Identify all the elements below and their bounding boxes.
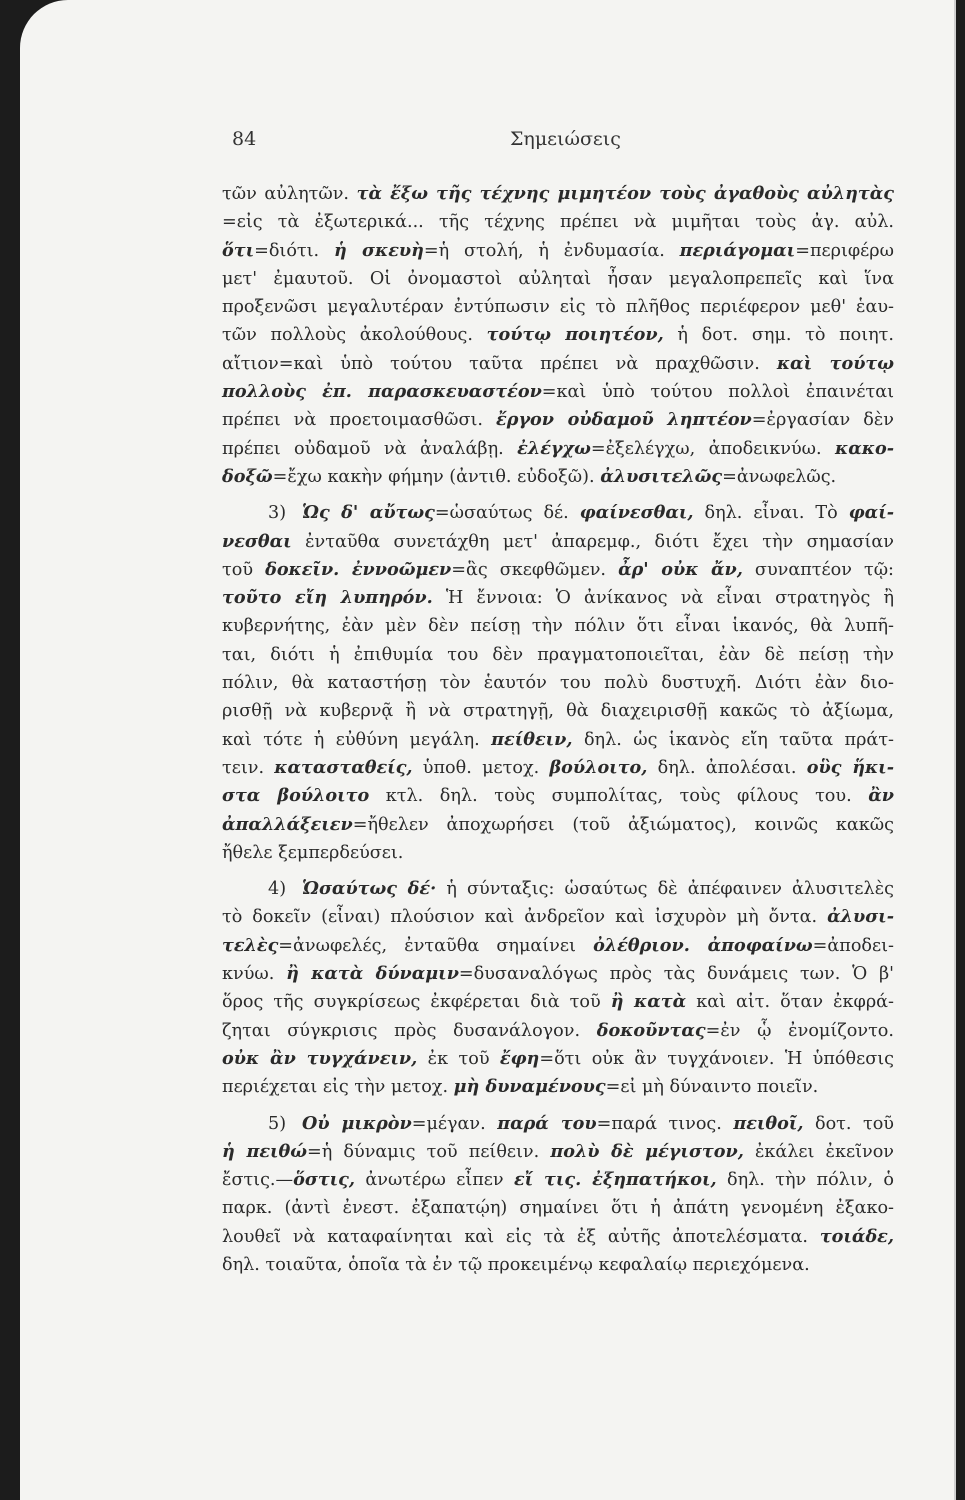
- lemma-term: Ὡσαύτως δέ·: [302, 878, 437, 900]
- note-text: κυβερνήτης, ἐὰν μὲν δὲν πείσῃ τὴν πόλιν ὅτι εἶναι ἱκανός, θὰ λυπῆ-: [222, 616, 894, 637]
- note-text: =περιφέρω: [795, 240, 894, 261]
- note-text: =εἰς τὰ ἐξωτερικά... τῆς τέχνης πρέπει νὰ μιμῆται τοὺς ἀγ. αὐλ.: [222, 212, 894, 233]
- note-text: =ἀνωφελές, ἐνταῦθα σημαίνει: [278, 935, 594, 956]
- lemma-term: μὴ δυναμένους: [453, 1076, 606, 1098]
- note-text: ὅρος τῆς συγκρίσεως ἐκφέρεται διὰ τοῦ: [222, 992, 611, 1013]
- lemma-term: νεσθαι: [222, 530, 292, 552]
- note-text: =ἀνωφελῶς.: [722, 466, 837, 487]
- lemma-term: τελὲς: [222, 934, 279, 956]
- note-text: =ἡ δύναμις τοῦ πείθειν.: [307, 1141, 551, 1162]
- text-line: [222, 811, 894, 839]
- note-text: =ἀποδει-: [812, 935, 894, 956]
- note-number: 5): [268, 1113, 287, 1134]
- note-text: ἤθελε ξεμπερδεύσει.: [222, 842, 404, 863]
- page-number: 84: [232, 128, 257, 150]
- lemma-term: περιάγομαι: [679, 239, 796, 261]
- note-text: κνύω.: [222, 964, 287, 985]
- lemma-term: ὀλέθριον. ἀποφαίνω: [593, 934, 813, 956]
- text-line: [222, 754, 894, 782]
- note-text: =ἡ στολή, ἡ ἐνδυμασία.: [423, 240, 680, 261]
- note-text: =ὅτι οὐκ ἂν τυγχάνοιεν. Ἡ ὑπόθεσις: [539, 1048, 894, 1069]
- text-line: [222, 528, 894, 556]
- page-edge: [954, 0, 956, 1500]
- note-text: αἴτιον=καὶ ὑπὸ τούτου ταῦτα πρέπει νὰ πραχθῶσιν.: [222, 353, 777, 374]
- note-text: προξενῶσι μεγαλυτέραν ἐντύπωσιν εἰς τὸ πλῆθος περιέφερον μεθ' ἑαυ-: [222, 297, 894, 318]
- note-text: =ἃς σκεφθῶμεν.: [451, 559, 619, 580]
- text-line: [222, 839, 894, 867]
- note-text: δηλ. ἀπολέσαι.: [647, 757, 807, 778]
- note-text: δηλ. εἶναι. Τὸ: [693, 503, 849, 524]
- lemma-term: οὐκ ἂν τυγχάνειν,: [222, 1047, 418, 1069]
- text-line: [222, 782, 894, 810]
- note-paragraph: [222, 180, 894, 491]
- note-text: συναπτέον τῷ:: [742, 559, 894, 580]
- text-line: [222, 321, 894, 349]
- note-text: τοῦ: [222, 559, 266, 580]
- text-line: [222, 556, 894, 584]
- lemma-term: εἴ τις. ἐξηπατήκοι,: [513, 1169, 717, 1191]
- note-text: λουθεῖ νὰ καταφαίνηται καὶ εἰς τὰ ἐξ αὐτῆς ἀποτελέσματα.: [222, 1226, 820, 1247]
- note-text: δηλ. τοιαῦτα, ὁποῖα τὰ ἐν τῷ προκειμένῳ κεφαλαίῳ περιεχόμενα.: [222, 1254, 810, 1275]
- note-text: πρέπει οὐδαμοῦ νὰ ἀναλάβῃ.: [222, 438, 518, 459]
- note-text: ἡ δοτ. σημ. τὸ ποιητ.: [663, 325, 895, 346]
- note-text: τῶν πολλοὺς ἀκολούθους.: [222, 325, 487, 346]
- note-text: καὶ τότε ἡ εὐθύνη μεγάλη.: [222, 729, 492, 750]
- text-line: [222, 499, 894, 527]
- note-text: =ἤθελεν ἀποχωρήσει (τοῦ ἀξιώματος), κοινῶς κακῶς: [352, 814, 894, 835]
- note-text: ται, διότι ἡ ἐπιθυμία του δὲν πραγματοποιεῖται, ἐὰν δὲ πείσῃ τὴν: [222, 644, 894, 665]
- text-line: [222, 1251, 894, 1279]
- lemma-term: τὰ ἔξω τῆς τέχνης μιμητέον τοὺς ἀγαθοὺς αὐλητὰς: [356, 183, 894, 204]
- note-text: ἀνωτέρω εἶπεν: [355, 1170, 514, 1191]
- lemma-term: τοῦτο εἴη λυπηρόν.: [222, 587, 433, 609]
- note-text: ἔστις.—: [222, 1170, 294, 1191]
- note-text: δηλ. τὴν πόλιν, ὁ: [716, 1170, 894, 1191]
- note-text: ρισθῇ νὰ κυβερνᾷ ἢ νὰ στρατηγῇ, θὰ διαχειρισθῇ κακῶς τὸ ἀξίωμα,: [222, 701, 894, 722]
- note-text: ἐνταῦθα συνετάχθη μετ' ἀπαρεμφ., διότι ἔχει τὴν σημασίαν: [291, 531, 894, 552]
- lemma-term: ἡ πειθώ: [222, 1140, 308, 1162]
- note-text: τῶν αὐλητῶν.: [222, 184, 357, 204]
- note-text: τειν.: [222, 757, 275, 778]
- book-page: [20, 0, 955, 1500]
- text-line: [222, 903, 894, 931]
- lemma-term: πείθειν,: [491, 728, 573, 750]
- note-text: τὸ δοκεῖν (εἶναι) πλούσιον καὶ ἀνδρεῖον καὶ ἰσχυρὸν μὴ ὄντα.: [222, 907, 828, 928]
- text-line: [222, 669, 894, 697]
- note-text: ἐκάλει ἐκεῖνον: [743, 1141, 894, 1162]
- text-line: [222, 988, 894, 1016]
- lemma-term: καὶ τούτῳ: [776, 352, 895, 374]
- text-line: [222, 1223, 894, 1251]
- note-number: 4): [268, 879, 287, 900]
- lemma-term: Ὡς δ' αὔτως: [302, 502, 435, 524]
- page-header: [20, 128, 955, 158]
- text-line: [222, 932, 894, 960]
- lemma-term: τοιάδε,: [819, 1225, 894, 1247]
- lemma-term: ἔργον οὐδαμοῦ ληπτέον: [496, 409, 752, 431]
- text-line: [222, 180, 894, 208]
- note-text: παρκ. (ἀντὶ ἐνεστ. ἐξαπατῴη) σημαίνει ὅτι ἡ ἀπάτη γενομένη ἐξακο-: [222, 1198, 894, 1219]
- text-line: [222, 1073, 894, 1101]
- text-line: [222, 1017, 894, 1045]
- note-text: =δυσαναλόγως πρὸς τὰς δυνάμεις των. Ὁ β': [458, 964, 894, 985]
- lemma-term: Οὐ μικρὸν: [302, 1112, 412, 1134]
- text-line: [222, 265, 894, 293]
- lemma-term: δοκοῦντας: [596, 1019, 706, 1041]
- note-number: 3): [268, 503, 287, 524]
- note-text: =παρά τινος.: [596, 1113, 734, 1134]
- lemma-term: κατασταθείς,: [274, 756, 413, 778]
- lemma-term: ἐλέγχω: [517, 437, 591, 459]
- text-line: [222, 1138, 894, 1166]
- note-text: =καὶ ὑπὸ τούτου πολλοὶ ἐπαινέται: [541, 382, 894, 403]
- note-text: πρέπει νὰ προετοιμασθῶσι.: [222, 410, 497, 431]
- note-text: περιέχεται εἰς τὴν μετοχ.: [222, 1077, 454, 1098]
- note-text: μετ' ἐμαυτοῦ. Οἱ ὀνομαστοὶ αὐληταὶ ἦσαν μεγαλοπρεπεῖς καὶ ἵνα: [222, 268, 894, 289]
- lemma-term: ἢ κατὰ: [610, 991, 687, 1013]
- note-text: κτλ. δηλ. τοὺς συμπολίτας, τοὺς φίλους του.: [369, 786, 869, 807]
- note-text: καὶ αἰτ. ὅταν ἐκφρά-: [686, 992, 894, 1013]
- text-line: [222, 1194, 894, 1222]
- text-line: [222, 406, 894, 434]
- lemma-term: φαίνεσθαι,: [579, 502, 694, 524]
- lemma-term: ἂν: [868, 785, 894, 807]
- note-text: =διότι.: [254, 240, 334, 261]
- notes-body: [222, 180, 894, 1279]
- note-text: πόλιν, θὰ καταστήσῃ τὸν ἑαυτόν του πολὺ δυστυχῆ. Διότι ἐὰν διο-: [222, 673, 894, 694]
- text-line: [222, 1110, 894, 1138]
- note-text: Ἡ ἔννοια: Ὁ ἀνίκανος νὰ εἶναι στρατηγὸς ἢ: [432, 588, 894, 609]
- lemma-term: τούτῳ ποιητέον,: [486, 324, 664, 346]
- text-line: [222, 293, 894, 321]
- note-paragraph: [222, 499, 894, 867]
- note-text: =ἐν ᾧ ἐνομίζοντο.: [705, 1020, 894, 1041]
- lemma-term: ἀλυσι-: [827, 906, 894, 928]
- text-line: [222, 960, 894, 988]
- lemma-term: δοξῶ: [222, 465, 273, 487]
- lemma-term: ἀπαλλάξειεν: [222, 813, 353, 835]
- lemma-term: πειθοῖ,: [733, 1112, 804, 1134]
- lemma-term: παρά του: [497, 1112, 597, 1134]
- lemma-term: οὓς ἥκι-: [806, 756, 894, 778]
- text-line: [222, 726, 894, 754]
- note-text: =ἐργασίαν δὲν: [751, 410, 894, 431]
- text-line: [222, 641, 894, 669]
- text-line: [222, 237, 894, 265]
- lemma-term: ἆρ' οὐκ ἄν,: [618, 558, 743, 580]
- text-line: [222, 697, 894, 725]
- lemma-term: πολλοὺς ἐπ. παρασκευαστέον: [222, 381, 542, 403]
- lemma-term: ἀλυσιτελῶς: [600, 465, 723, 487]
- note-paragraph: [222, 875, 894, 1101]
- note-text: ἡ σύνταξις: ὡσαύτως δὲ ἀπέφαινεν ἀλυσιτελὲς: [436, 879, 894, 900]
- note-text: ἐκ τοῦ: [417, 1048, 500, 1069]
- note-text: =ἔχω κακὴν φήμην (ἀντιθ. εὐδοξῶ).: [272, 466, 601, 487]
- note-text: ὑποθ. μετοχ.: [412, 757, 550, 778]
- lemma-term: ἢ κατὰ δύναμιν: [286, 963, 459, 985]
- text-line: [222, 1045, 894, 1073]
- lemma-term: πολὺ δὲ μέγιστον,: [550, 1140, 744, 1162]
- lemma-term: βούλοιτο,: [549, 756, 648, 778]
- note-text: δηλ. ὡς ἱκανὸς εἴη ταῦτα πράτ-: [572, 729, 894, 750]
- running-head: Σημειώσεις: [510, 128, 621, 150]
- text-line: [222, 378, 894, 406]
- note-text: ζηται σύγκρισις πρὸς δυσανάλογον.: [222, 1020, 597, 1041]
- note-text: =ὡσαύτως δέ.: [434, 503, 580, 524]
- lemma-term: δοκεῖν. ἐννοῶμεν: [265, 558, 452, 580]
- text-line: [222, 584, 894, 612]
- text-line: [222, 612, 894, 640]
- lemma-term: στα βούλοιτο: [222, 785, 370, 807]
- note-text: =ἐξελέγχω, ἀποδεικνύω.: [590, 438, 836, 459]
- note-text: =εἰ μὴ δύναιντο ποιεῖν.: [605, 1077, 819, 1098]
- lemma-term: φαί-: [848, 502, 895, 524]
- text-line: [222, 435, 894, 463]
- note-paragraph: [222, 1110, 894, 1280]
- text-line: [222, 875, 894, 903]
- text-line: [222, 463, 894, 491]
- note-text: δοτ. τοῦ: [803, 1113, 894, 1134]
- lemma-term: κακο-: [835, 437, 894, 459]
- text-line: [222, 1166, 894, 1194]
- note-text: =μέγαν.: [411, 1113, 498, 1134]
- lemma-term: ὅτι: [222, 239, 255, 261]
- lemma-term: ὅστις,: [293, 1169, 356, 1191]
- lemma-term: ἔφη: [499, 1047, 540, 1069]
- lemma-term: ἡ σκευὴ: [333, 239, 424, 261]
- text-line: [222, 208, 894, 236]
- text-line: [222, 350, 894, 378]
